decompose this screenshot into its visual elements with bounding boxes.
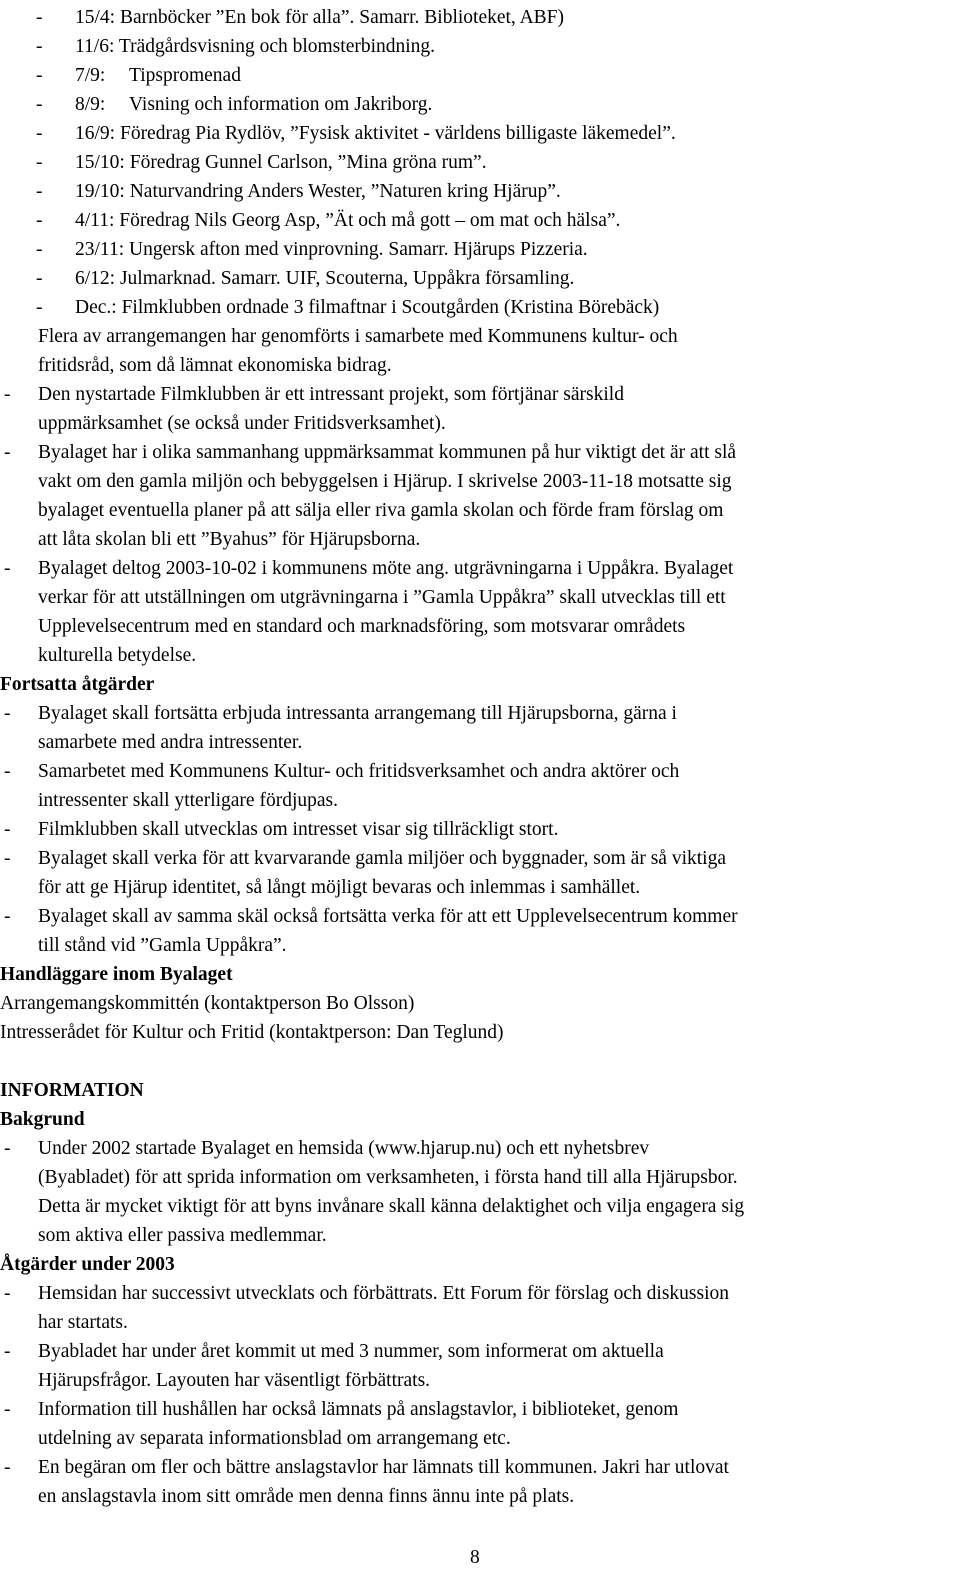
handler-line: Arrangemangskommittén (kontaktperson Bo Olsson) [0,993,415,1014]
section-heading: INFORMATION [0,1080,144,1101]
section-heading: Handläggare inom Byalaget [0,964,233,985]
page-number: 8 [470,1547,480,1568]
document-page: - 15/4: Barnböcker ”En bok för alla”. Samarr. Biblioteket, ABF) - 11/6: Trädgårdsvisning och blomsterbindning. - 7/9: Tipspromenad - 8/9: Visning och information om Jakriborg. - 16/9: Föredrag Pia Rydlöv, ”Fysisk aktivitet - världens billigaste läkemedel”. - 15/10: Föredrag Gunnel Carlson, ”Mina gröna rum”. - 19/10: Naturvandring Anders Wester, ”Naturen kring Hjärup”. - 4/11: Föredrag Nils Georg Asp, ”Ät och må gott – om mat och hälsa”. - 23/11: Ungersk afton med vinprovning. Samarr. Hjärups Pizzeria. - 6/12: Julmarknad. Samarr. UIF, Scouterna, Uppåkra församling. - Dec.: Filmklubben ordnade 3 filmaftnar i Scoutgården (Kristina Börebäck) Flera av arrangemangen har genomförts i samarbete med Kommunens kultur- och fritidsråd, som då lämnat ekonomiska bidrag. - Den nystartade Filmklubben är ett intressant projekt, som förtjänar särskild uppmärksamhet (se också under Fritidsverksamhet). - Byalaget har i olika sammanhang uppmärksammat kommunen på hur viktigt det är att slå vakt om den gamla miljön och bebyggelsen i Hjärup. I skrivelse 2003-11-18 motsatte sig byalaget eventuella planer på att sälja eller riva gamla skolan och förde fram förslag om att låta skolan bli ett ”Byahus” för Hjärupsborna. - Byalaget deltog 2003-10-02 i kommunens möte ang. utgrävningarna i Uppåkra. Byalaget verkar för att utställningen om utgrävningarna i ”Gamla Uppåkra” skall utvecklas till ett Upplevelsecentrum med en standard och marknadsföring, som motsvarar områdets kulturella betydelse. Fortsatta åtgärder - Byalaget skall fortsätta erbjuda intressanta arrangemang till Hjärupsborna, gärna i samarbete med andra intressenter. - Samarbetet med Kommunens Kultur- och fritidsverksamhet och andra aktörer och intressenter skall ytterligare fördjupas. - Filmklubben skall utvecklas om intresset visar sig tillräckligt stort. - Byalaget skall verka för att kvarvarande gamla miljöer och byggnader, som är så viktiga för att ge Hjärup identitet, så långt möjligt bevaras och inlemmas i samhället. - Byalaget skall av samma skäl också fortsätta verka för att ett Upplevelsecentrum kommer till stånd vid ”Gamla Uppåkra”. Handläggare inom Byalaget Arrangemangskommittén (kontaktperson Bo Olsson) Intresserådet för Kultur och Fritid (kontaktperson: Dan Teglund) INFORMATION Bakgrund - Under 2002 startade Byalaget en hemsida (www.hjarup.nu) och ett nyhetsbrev (Byabladet) för att sprida information om verksamheten, i första hand till alla Hjärupsbor. Detta är mycket viktigt för att byns invånare skall känna delaktighet och vilja engagera sig som aktiva eller passiva medlemmar. Åtgärder under 2003 - Hemsidan har successivt utvecklats och förbättrats. Ett Forum för förslag och diskussion har startats. - Byabladet har under året kommit ut med 3 nummer, som informerat om aktuella Hjärupsfrågor. Layouten har väsentligt förbättrats. - Information till hushållen har också lämnats på anslagstavlor, i biblioteket, genom utdelning av separata informationsblad om arrangemang etc. - En begäran om fler och bättre anslagstavlor har lämnats till kommunen. Jakri har utlovat en anslagstavla inom sitt område men denna finns ännu inte på plats. 8 [0,0,960,1582]
section-heading: Fortsatta åtgärder [0,674,155,695]
subsection-heading: Bakgrund [0,1109,85,1130]
subsection-heading: Åtgärder under 2003 [0,1254,175,1275]
handler-line: Intresserådet för Kultur och Fritid (kontaktperson: Dan Teglund) [0,1022,504,1043]
